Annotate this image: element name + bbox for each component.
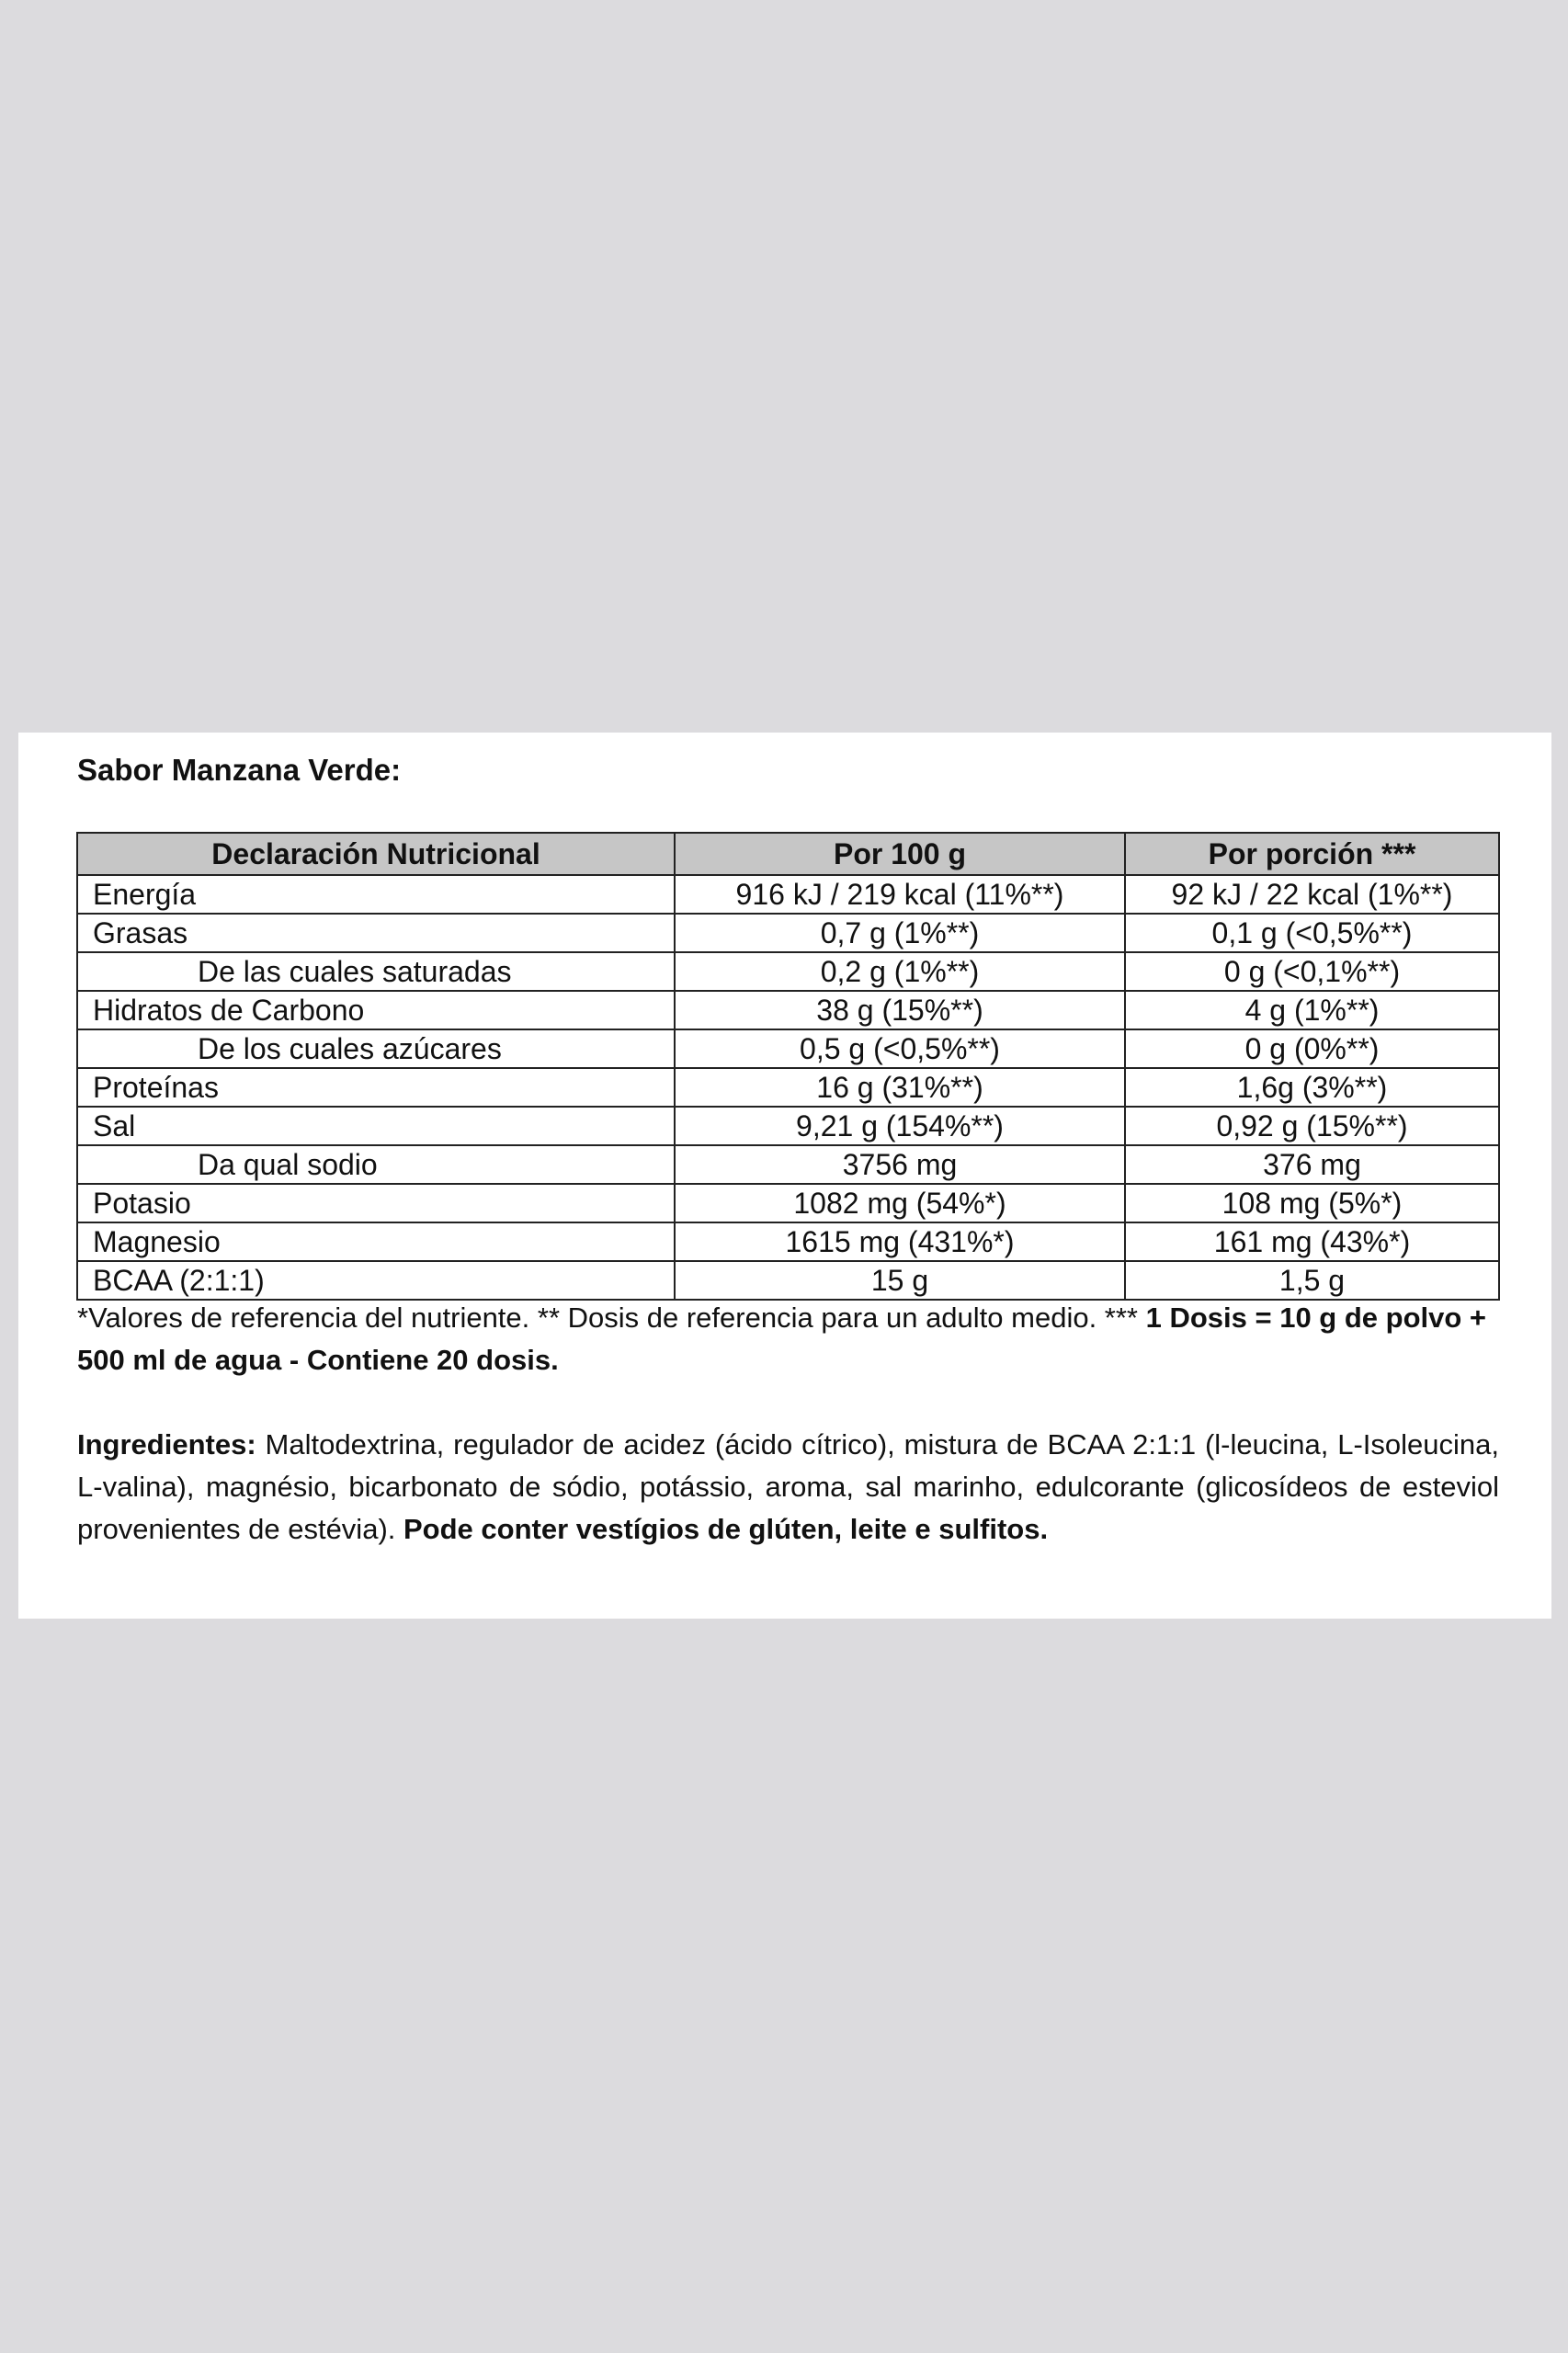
- nutrient-name: Da qual sodio: [77, 1145, 675, 1184]
- value-per-100g: 15 g: [675, 1261, 1125, 1300]
- nutrient-name: Proteínas: [77, 1068, 675, 1107]
- ingredients-paragraph: [77, 1424, 1499, 1551]
- value-per-portion: 0 g (<0,1%**): [1125, 952, 1499, 991]
- allergen-warning: Pode conter vestígios de glúten, leite e sulfitos.: [403, 1513, 1049, 1545]
- table-row: [77, 875, 1499, 914]
- nutrient-name: BCAA (2:1:1): [77, 1261, 675, 1300]
- value-per-portion: 108 mg (5%*): [1125, 1184, 1499, 1222]
- header-per-portion: Por porción ***: [1125, 833, 1499, 875]
- nutrient-name: Potasio: [77, 1184, 675, 1222]
- nutrition-table: [76, 832, 1500, 1301]
- value-per-100g: 16 g (31%**): [675, 1068, 1125, 1107]
- value-per-100g: 38 g (15%**): [675, 991, 1125, 1029]
- nutrient-name: Sal: [77, 1107, 675, 1145]
- ingredients-text: Maltodextrina, regulador de acidez (ácido cítrico), mistura de BCAA 2:1:1 (l-leucina, L-Isoleucina, L-valina), magnésio, bicarbonato de sódio, potássio, aroma, sal marinho, edulcorante (glicosídeos de esteviol provenientes de estévia).: [77, 1428, 1499, 1545]
- value-per-100g: 1082 mg (54%*): [675, 1184, 1125, 1222]
- table-row: [77, 1029, 1499, 1068]
- value-per-portion: 161 mg (43%*): [1125, 1222, 1499, 1261]
- reference-footnote: [77, 1297, 1493, 1381]
- value-per-portion: 0 g (0%**): [1125, 1029, 1499, 1068]
- table-row: [77, 1261, 1499, 1300]
- table-row: [77, 1145, 1499, 1184]
- table-row: [77, 1222, 1499, 1261]
- table-row: [77, 1184, 1499, 1222]
- table-row: [77, 1107, 1499, 1145]
- value-per-portion: 0,1 g (<0,5%**): [1125, 914, 1499, 952]
- ingredients-label: Ingredientes:: [77, 1428, 256, 1461]
- table-row: [77, 952, 1499, 991]
- value-per-100g: 1615 mg (431%*): [675, 1222, 1125, 1261]
- header-per-100g: Por 100 g: [675, 833, 1125, 875]
- nutrient-name: De las cuales saturadas: [77, 952, 675, 991]
- header-declaration: Declaración Nutricional: [77, 833, 675, 875]
- value-per-100g: 0,5 g (<0,5%**): [675, 1029, 1125, 1068]
- nutrition-label-card: [18, 733, 1551, 1619]
- value-per-100g: 0,7 g (1%**): [675, 914, 1125, 952]
- footnote-text: *Valores de referencia del nutriente. ** Dosis de referencia para un adulto medio. ***: [77, 1302, 1146, 1334]
- nutrient-name: Hidratos de Carbono: [77, 991, 675, 1029]
- table-row: [77, 1068, 1499, 1107]
- nutrient-name: De los cuales azúcares: [77, 1029, 675, 1068]
- nutrient-name: Energía: [77, 875, 675, 914]
- value-per-100g: 3756 mg: [675, 1145, 1125, 1184]
- value-per-portion: 92 kJ / 22 kcal (1%**): [1125, 875, 1499, 914]
- nutrient-name: Grasas: [77, 914, 675, 952]
- table-header-row: [77, 833, 1499, 875]
- value-per-portion: 376 mg: [1125, 1145, 1499, 1184]
- nutrient-name: Magnesio: [77, 1222, 675, 1261]
- value-per-portion: 1,5 g: [1125, 1261, 1499, 1300]
- value-per-portion: 4 g (1%**): [1125, 991, 1499, 1029]
- value-per-100g: 9,21 g (154%**): [675, 1107, 1125, 1145]
- value-per-portion: 0,92 g (15%**): [1125, 1107, 1499, 1145]
- value-per-100g: 916 kJ / 219 kcal (11%**): [675, 875, 1125, 914]
- table-row: [77, 914, 1499, 952]
- table-row: [77, 991, 1499, 1029]
- flavor-title: Sabor Manzana Verde:: [77, 753, 402, 787]
- value-per-100g: 0,2 g (1%**): [675, 952, 1125, 991]
- value-per-portion: 1,6g (3%**): [1125, 1068, 1499, 1107]
- dose-info: 1 Dosis = 10 g de polvo + 500 ml de agua - Contiene 20 dosis.: [77, 1302, 1487, 1376]
